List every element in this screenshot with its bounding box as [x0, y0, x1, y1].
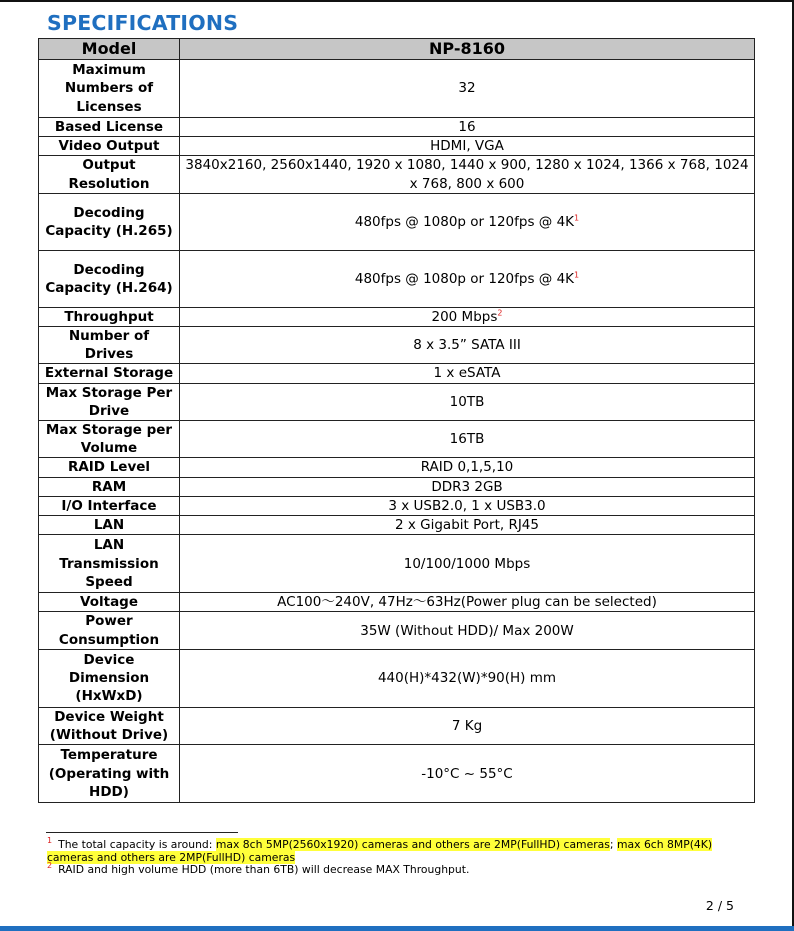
row-value: 8 x 3.5” SATA III	[180, 327, 755, 364]
row-label: Temperature (Operating with HDD)	[39, 745, 180, 803]
table-row	[39, 327, 755, 364]
table-header-row	[39, 39, 755, 60]
page-bottom-bar	[0, 926, 794, 931]
footnote-ref-2: 2	[497, 308, 503, 318]
row-value	[180, 193, 755, 250]
table-row	[39, 707, 755, 744]
row-label: RAM	[39, 477, 180, 496]
row-value: 32	[180, 60, 755, 118]
row-label: Device Weight (Without Drive)	[39, 707, 180, 744]
row-value: AC100～240V, 47Hz～63Hz(Power plug can be selected)	[180, 593, 755, 612]
footnote-mark-2: 2	[47, 861, 53, 871]
table-row	[39, 496, 755, 515]
row-label: External Storage	[39, 364, 180, 383]
row-value: 2 x Gigabit Port, RJ45	[180, 516, 755, 535]
footnote-1-highlight-b: max 6ch 8MP(4K) cameras and others are 2MP(FullHD) cameras	[47, 838, 713, 864]
row-label: LAN Transmission Speed	[39, 535, 180, 593]
model-header-label: Model	[39, 39, 180, 60]
row-value: DDR3 2GB	[180, 477, 755, 496]
table-row	[39, 307, 755, 326]
row-label: LAN	[39, 516, 180, 535]
footnote-2-text: RAID and high volume HDD (more than 6TB) will decrease MAX Throughput.	[58, 863, 470, 876]
footnote-ref-1: 1	[574, 213, 580, 223]
table-row	[39, 421, 755, 458]
row-label: Max Storage Per Drive	[39, 383, 180, 420]
footnotes	[47, 836, 752, 877]
row-value: 10TB	[180, 383, 755, 420]
footnote-1	[47, 836, 752, 864]
row-value-text: 480fps @ 1080p or 120fps @ 4K	[354, 213, 575, 230]
page-title: SPECIFICATIONS	[47, 11, 239, 35]
row-value: 16TB	[180, 421, 755, 458]
table-row	[39, 516, 755, 535]
table-row	[39, 745, 755, 803]
row-label: Throughput	[39, 307, 180, 326]
footnote-1-prefix: The total capacity is around:	[58, 838, 216, 851]
page-number: 2 / 5	[705, 898, 734, 913]
row-label: Maximum Numbers of Licenses	[39, 60, 180, 118]
row-label: Decoding Capacity (H.264)	[39, 250, 180, 307]
row-value-text: 480fps @ 1080p or 120fps @ 4K	[354, 270, 575, 287]
row-label: RAID Level	[39, 458, 180, 477]
table-row	[39, 137, 755, 156]
table-row	[39, 612, 755, 649]
table-row	[39, 193, 755, 250]
row-value: 440(H)*432(W)*90(H) mm	[180, 649, 755, 707]
footnote-ref-1: 1	[574, 270, 580, 280]
footnote-1-highlight-a: max 8ch 5MP(2560x1920) cameras and others are 2MP(FullHD) cameras	[215, 838, 610, 851]
table-row	[39, 156, 755, 193]
table-row	[39, 593, 755, 612]
row-value: -10°C ~ 55°C	[180, 745, 755, 803]
table-row	[39, 649, 755, 707]
table-row	[39, 250, 755, 307]
table-row	[39, 477, 755, 496]
row-label: Decoding Capacity (H.265)	[39, 193, 180, 250]
row-label: I/O Interface	[39, 496, 180, 515]
row-label: Number of Drives	[39, 327, 180, 364]
row-value: RAID 0,1,5,10	[180, 458, 755, 477]
row-value: 35W (Without HDD)/ Max 200W	[180, 612, 755, 649]
row-value: 1 x eSATA	[180, 364, 755, 383]
footnote-mark-1: 1	[47, 836, 53, 846]
row-value: HDMI, VGA	[180, 137, 755, 156]
row-label: Output Resolution	[39, 156, 180, 193]
table-row	[39, 383, 755, 420]
table-row	[39, 118, 755, 137]
table-row	[39, 60, 755, 118]
row-label: Power Consumption	[39, 612, 180, 649]
footnote-1-separator: ;	[609, 838, 617, 851]
row-label: Voltage	[39, 593, 180, 612]
row-label: Device Dimension (HxWxD)	[39, 649, 180, 707]
page-top-border	[0, 0, 794, 2]
row-value: 16	[180, 118, 755, 137]
row-label: Based License	[39, 118, 180, 137]
row-value: 10/100/1000 Mbps	[180, 535, 755, 593]
table-row	[39, 458, 755, 477]
row-value: 3 x USB2.0, 1 x USB3.0	[180, 496, 755, 515]
table-row	[39, 364, 755, 383]
row-value-text: 200 Mbps	[431, 308, 498, 325]
row-label: Max Storage per Volume	[39, 421, 180, 458]
row-label: Video Output	[39, 137, 180, 156]
model-header-value: NP-8160	[180, 39, 755, 60]
footnote-divider	[46, 832, 238, 833]
row-value: 3840x2160, 2560x1440, 1920 x 1080, 1440 x 900, 1280 x 1024, 1366 x 768, 1024 x 768, 800 x 600	[180, 156, 755, 193]
table-row	[39, 535, 755, 593]
row-value	[180, 250, 755, 307]
footnote-2	[47, 861, 752, 877]
specifications-table	[38, 38, 755, 803]
row-value: 7 Kg	[180, 707, 755, 744]
row-value	[180, 307, 755, 326]
